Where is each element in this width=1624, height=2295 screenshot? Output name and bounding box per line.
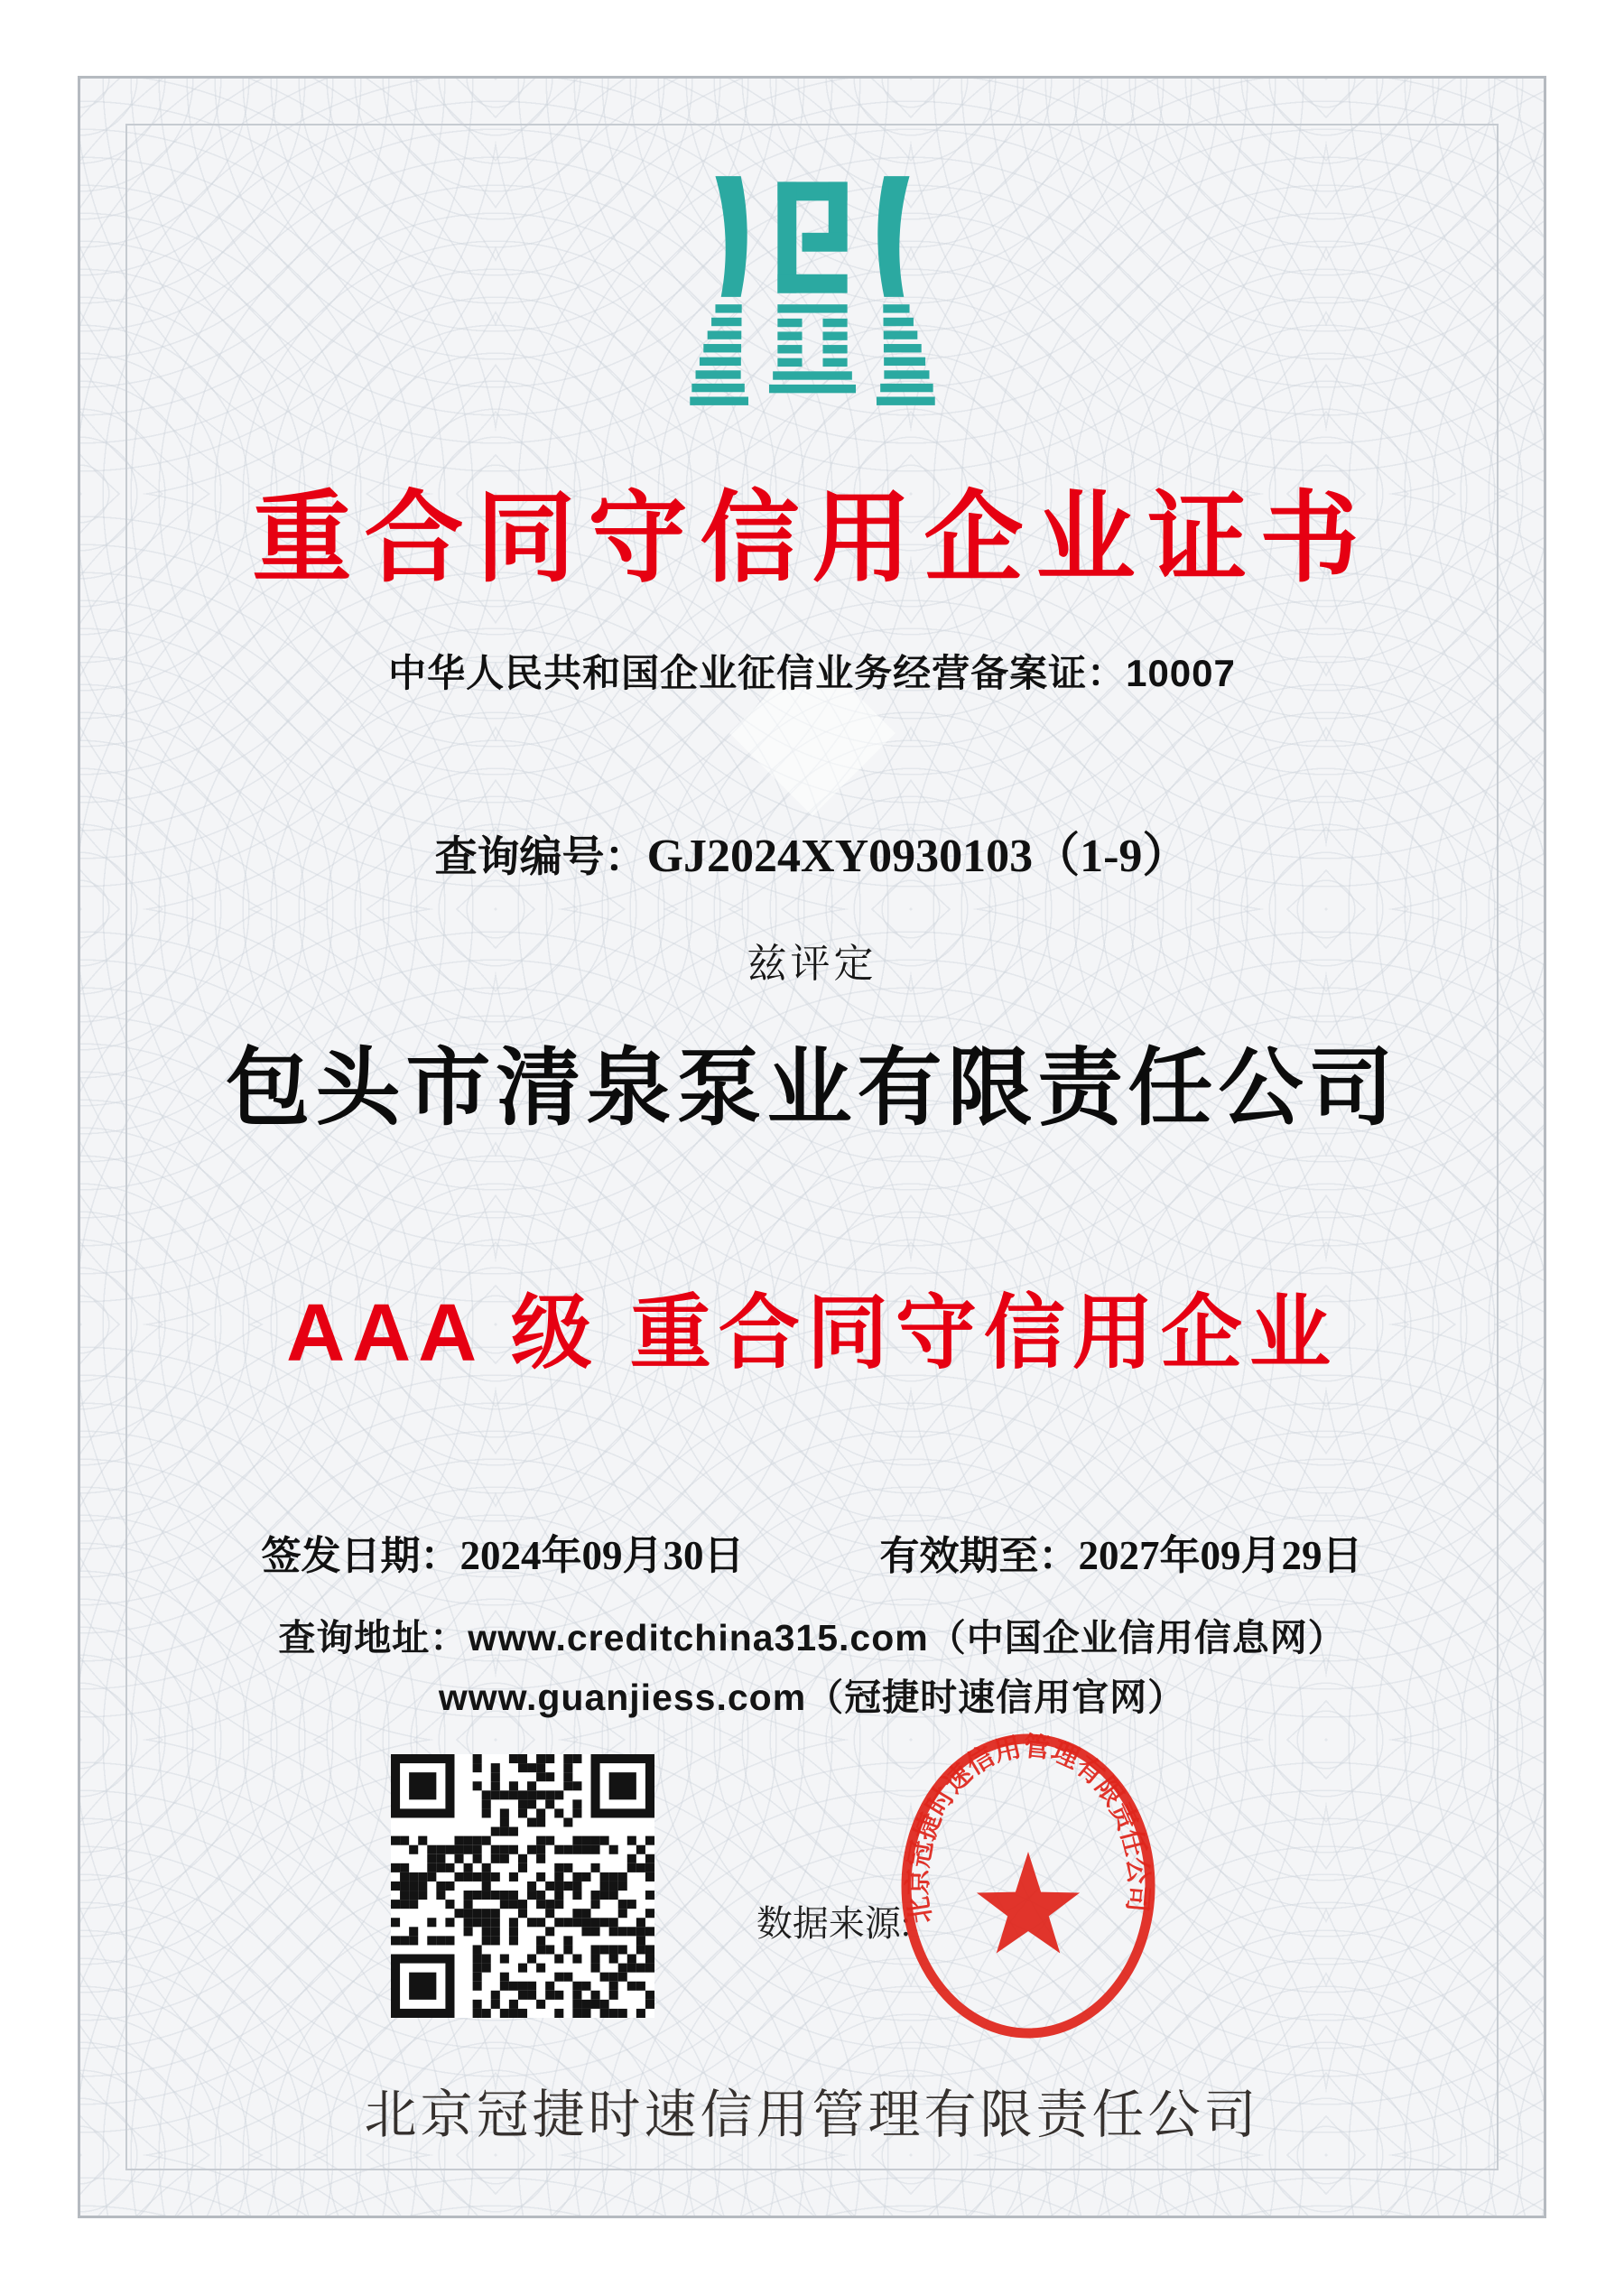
company-seal-icon bbox=[893, 1731, 1164, 2047]
issuer-name: 北京冠捷时速信用管理有限责任公司 bbox=[364, 2086, 1260, 2144]
dates-row bbox=[80, 1522, 1544, 1581]
query-number-value: GJ2024XY0930103（1-9） bbox=[646, 831, 1190, 882]
certificate-frame bbox=[78, 76, 1546, 2218]
query-number-label: 查询编号： bbox=[434, 832, 647, 880]
qr-code-icon bbox=[391, 1754, 654, 2018]
query-address-line1: 查询地址：www.creditchina315.com（中国企业信用信息网） bbox=[278, 1617, 1346, 1659]
data-source-label: 数据来源: bbox=[756, 1903, 911, 1944]
logo-row bbox=[80, 172, 1544, 433]
issue-date bbox=[261, 1522, 744, 1581]
valid-until-label: 有效期至： bbox=[879, 1534, 1079, 1578]
valid-until-value: 2027年09月29日 bbox=[1078, 1533, 1363, 1578]
issue-date-label: 签发日期： bbox=[261, 1534, 460, 1578]
guanjie-logo-icon bbox=[690, 172, 935, 429]
query-address-line2: www.guanjiess.com（冠捷时速信用官网） bbox=[438, 1677, 1186, 1718]
hereby-text: 兹评定 bbox=[747, 942, 877, 986]
seal-text: 北京冠捷时速信用管理有限责任公司 bbox=[903, 1732, 1154, 1926]
query-number-row bbox=[80, 817, 1544, 885]
seal-star-icon bbox=[977, 1852, 1080, 1954]
rating-grade: AAA 级 bbox=[286, 1288, 599, 1379]
issue-date-value: 2024年09月30日 bbox=[459, 1533, 745, 1578]
company-name: 包头市清泉泵业有限责任公司 bbox=[225, 1042, 1399, 1136]
filing-license-line: 中华人民共和国企业征信业务经营备案证：10007 bbox=[388, 652, 1236, 694]
valid-until bbox=[880, 1522, 1363, 1581]
rating-title: 重合同守信用企业 bbox=[629, 1288, 1338, 1379]
rating-line bbox=[80, 1267, 1544, 1384]
certificate-title: 重合同守信用企业证书 bbox=[252, 483, 1372, 594]
